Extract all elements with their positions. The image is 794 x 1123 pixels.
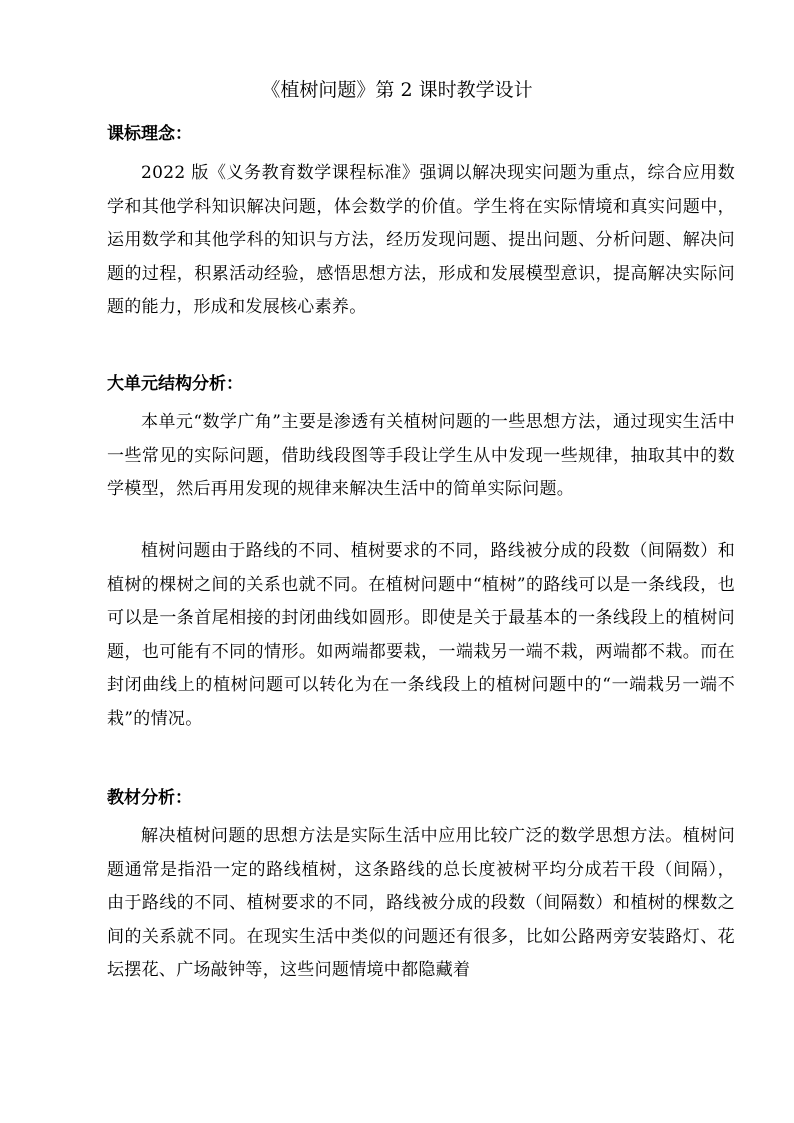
section-heading-unit-structure: 大单元结构分析： [107, 374, 243, 394]
paragraph-curriculum: 2022 版《义务教育数学课程标准》强调以解决现实问题为重点，综合应用数学和其他学科知识解决问题，体会数学的价值。学生将在实际情境和真实问题中，运用数学和其他学科的知识与方法，经历发现问题、提出问题、分析问题、解决问题的过程，积累活动经验，感悟思想方法，形成和发展模型意识，提高解决实际问题的能力，形成和发展核心素养。 [107, 163, 735, 317]
paragraph-textbook: 解决植树问题的思想方法是实际生活中应用比较广泛的数学思想方法。植树问题通常是指沿一定的路线植树，这条路线的总长度被树平均分成若干段（间隔），由于路线的不同、植树要求的不同，路线被分成的段数（间隔数）和植树的棵数之间的关系就不同。在现实生活中类似的问题还有很多，比如公路两旁安装路灯、花坛摆花、广场敲钟等，这些问题情境中都隐藏着 [107, 826, 735, 980]
paragraph-unit-structure-1: 本单元“数学广角”主要是渗透有关植树问题的一些思想方法，通过现实生活中一些常见的实际问题，借助线段图等手段让学生从中发现一些规律，抽取其中的数学模型，然后再用发现的规律来解决生活中的简单实际问题。 [107, 412, 735, 499]
paragraph-unit-structure-2: 植树问题由于路线的不同、植树要求的不同，路线被分成的段数（间隔数）和植树的棵树之间的关系也就不同。在植树问题中“植树”的路线可以是一条线段，也可以是一条首尾相接的封闭曲线如圆形。即使是关于最基本的一条线段上的植树问题，也可能有不同的情形。如两端都要栽，一端栽另一端不栽，两端都不栽。而在封闭曲线上的植树问题可以转化为在一条线段上的植树问题中的“一端栽另一端不栽”的情况。 [107, 541, 735, 729]
section-heading-curriculum: 课标理念： [107, 124, 192, 144]
section-heading-textbook: 教材分析： [107, 788, 192, 808]
document-title: 《植树问题》第 2 课时教学设计 [261, 79, 533, 101]
